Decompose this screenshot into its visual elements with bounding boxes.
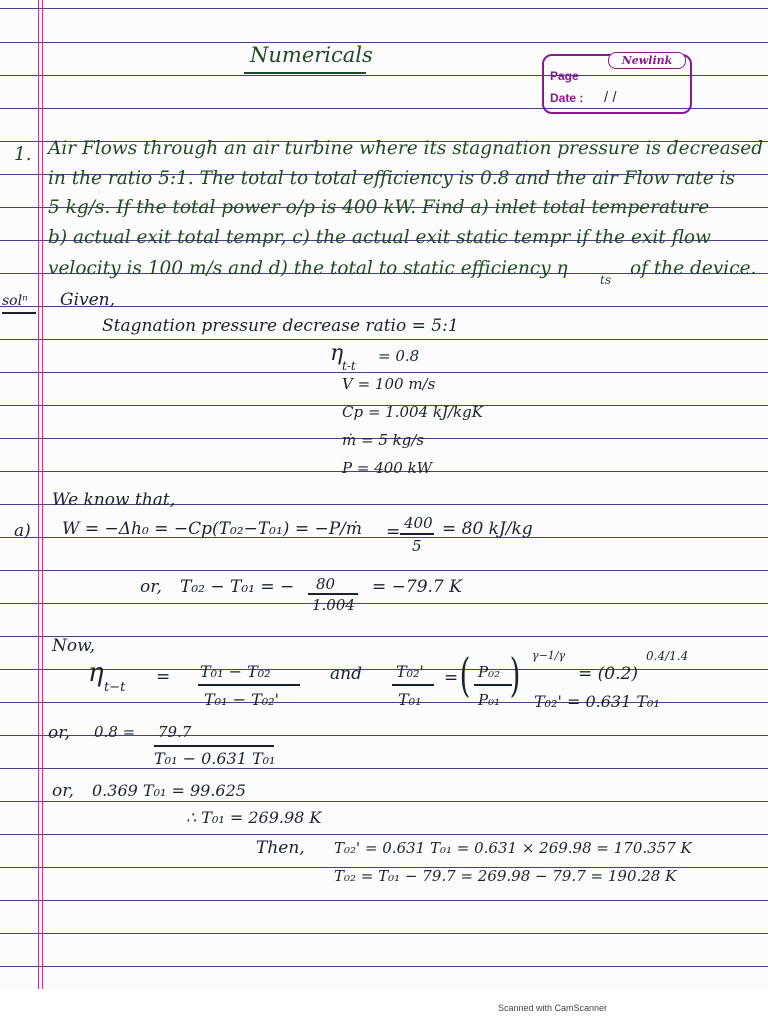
- power-exponent: 0.4/1.4: [646, 649, 689, 663]
- power-result: = (0.2): [578, 664, 638, 684]
- fraction-bar: [474, 684, 512, 686]
- we-know-that: We know that,: [52, 490, 176, 510]
- title-underline: [244, 72, 366, 74]
- question-line: b) actual exit total tempr, c) the actual exit static tempr if the exit flow: [48, 227, 711, 248]
- mass-flow-line: ṁ = 5 kg/s: [342, 431, 425, 449]
- ratio-denominator: T₀₁: [398, 690, 422, 709]
- question-line: 5 kg/s. If the total power o/p is 400 kW. Find a) inlet total temperature: [48, 197, 710, 218]
- work-equation: W = −Δh₀ = −Cp(T₀₂−T₀₁) = −P/ṁ: [62, 519, 363, 539]
- temp-diff-num: 80: [316, 575, 336, 593]
- scanner-watermark: Scanned with CamScanner: [498, 1003, 608, 1013]
- work-fraction-den: 5: [412, 537, 422, 555]
- date-label: Date :: [550, 91, 584, 105]
- eta-subscript: t-t: [342, 359, 356, 373]
- eta-value: = 0.8: [378, 347, 420, 365]
- eta2-symbol: η: [88, 658, 104, 688]
- t02-line: T₀₂ = T₀₁ − 79.7 = 269.98 − 79.7 = 190.28 K: [334, 867, 677, 885]
- fraction-bar: [154, 745, 274, 747]
- date-slashes: / /: [604, 89, 617, 106]
- power-line: P = 400 kW: [342, 459, 433, 477]
- or-label: or,: [48, 723, 70, 743]
- and-label: and: [330, 664, 362, 684]
- work-fraction-num: 400: [404, 514, 433, 532]
- question-line: in the ratio 5:1. The total to total efficiency is 0.8 and the air Flow rate is: [48, 168, 735, 189]
- page-label: Page: [550, 69, 579, 83]
- right-paren: ): [509, 648, 521, 702]
- margin-line: [42, 0, 43, 989]
- then-label: Then,: [256, 838, 305, 858]
- left-paren: (: [459, 648, 471, 702]
- ratio-equals: =: [444, 668, 459, 688]
- pressure-numerator: P₀₂: [478, 663, 501, 681]
- eta2-subscript: t−t: [104, 680, 126, 695]
- work-result: = 80 kJ/kg: [442, 519, 533, 539]
- fraction-bar: [392, 684, 434, 686]
- fraction-bar: [400, 533, 434, 535]
- eta2-equals: =: [156, 667, 171, 687]
- ratio-line: Stagnation pressure decrease ratio = 5:1: [102, 316, 459, 336]
- temp-diff-result: = −79.7 K: [372, 577, 462, 597]
- now-label: Now,: [52, 636, 96, 656]
- t02-prime-line: T₀₂' = 0.631 T₀₁ = 0.631 × 269.98 = 170.357 K: [334, 839, 692, 857]
- work-eq-sign: =: [386, 522, 401, 542]
- part-a-label: a): [14, 521, 31, 541]
- eq3-denominator: T₀₁ − 0.631 T₀₁: [154, 749, 276, 768]
- eta2-numerator: T₀₁ − T₀₂: [200, 662, 271, 681]
- brand-logo: Newlink: [608, 52, 686, 69]
- question-number: 1.: [14, 144, 32, 165]
- temp-diff-lhs: T₀₂ − T₀₁ = −: [180, 577, 295, 597]
- question-line: velocity is 100 m/s and d) the total to static efficiency η: [48, 258, 568, 279]
- or-label: or,: [140, 577, 162, 597]
- velocity-line: V = 100 m/s: [342, 375, 436, 393]
- cp-line: Cp = 1.004 kJ/kgK: [342, 403, 483, 421]
- question-line: Air Flows through an air turbine where its stagnation pressure is decreased: [48, 138, 764, 159]
- eta-symbol: η: [330, 341, 344, 366]
- eq3-lhs: 0.8 =: [94, 723, 136, 741]
- solution-label-underline: [2, 312, 36, 314]
- eq3-numerator: 79.7: [158, 723, 192, 741]
- gamma-exponent: γ−1/γ: [532, 649, 566, 662]
- eta2-denominator: T₀₁ − T₀₂': [204, 690, 279, 709]
- t01-result: ∴ T₀₁ = 269.98 K: [186, 808, 322, 827]
- eq4-line: 0.369 T₀₁ = 99.625: [92, 781, 246, 800]
- page-title: Numericals: [250, 43, 373, 67]
- margin-line: [38, 0, 39, 989]
- or-label: or,: [52, 781, 74, 801]
- footer-strip: [0, 989, 768, 1024]
- temp-diff-den: 1.004: [312, 596, 355, 614]
- pressure-denominator: P₀₁: [478, 691, 501, 709]
- ratio-numerator: T₀₂': [396, 662, 424, 681]
- given-heading: Given,: [60, 290, 116, 310]
- fraction-bar: [198, 684, 300, 686]
- t02-prime-result: T₀₂' = 0.631 T₀₁: [534, 692, 660, 711]
- solution-label: solⁿ: [2, 293, 28, 309]
- question-line: of the device.: [630, 258, 757, 279]
- question-subscript: ts: [600, 273, 611, 287]
